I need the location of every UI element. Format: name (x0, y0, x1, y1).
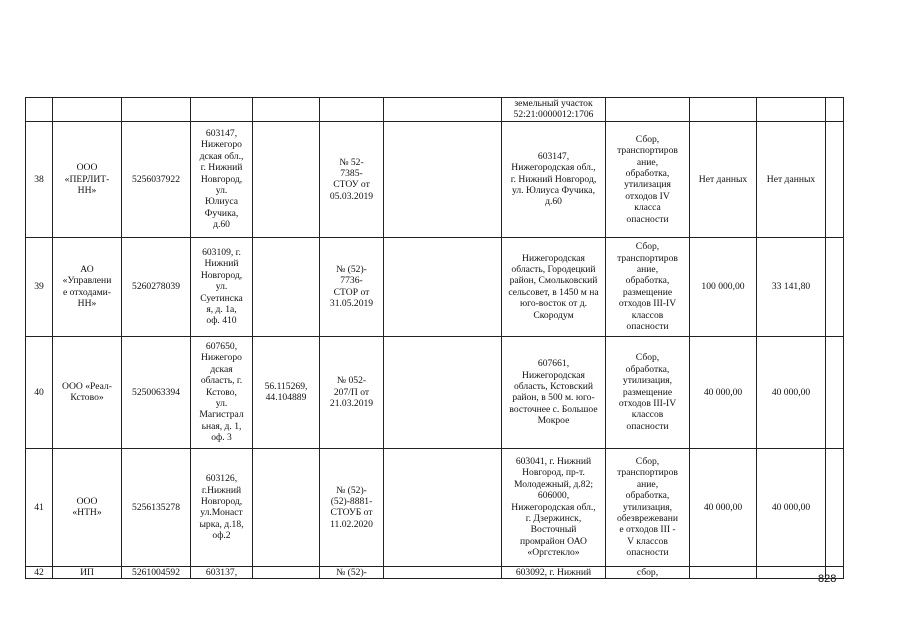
empty-cell (384, 448, 502, 566)
activity-type-cell (606, 566, 690, 578)
facility-address-cell (502, 566, 606, 578)
inn-cell (122, 336, 191, 448)
activity-type-cell-text: Сбор, транспортиров ание, обработка, утилизация отходов IV класса опасности (617, 133, 678, 225)
license-cell (320, 566, 384, 578)
facility-address-cell (502, 121, 606, 237)
cost-cell (690, 336, 757, 448)
activity-type-cell (606, 336, 690, 448)
row-number-cell (26, 448, 53, 566)
activity-type-cell-text: Сбор, транспортиров ание, обработка, размещение отходов III-IV классов опасности (617, 241, 678, 333)
activity-type-cell (606, 237, 690, 336)
facility-address-cell-text: 603147, Нижегородская обл., г. Нижний Новгород, ул. Юлиуса Фучика, д.60 (510, 150, 597, 208)
organization-name-cell (53, 121, 122, 237)
paid-amount-cell-text: Нет данных (766, 173, 816, 185)
paid-amount-cell (757, 237, 826, 336)
activity-type-cell-text: Сбор, транспортиров ание, обработка, утилизация, обезврежевани е отходов III - V классов опасности (617, 455, 678, 559)
cost-cell-text: 40 000,00 (703, 501, 743, 513)
paid-amount-cell (757, 121, 826, 237)
facility-address-cell (502, 98, 606, 122)
license-cell-text: № 052- 207/П от 21.03.2019 (329, 375, 374, 410)
license-cell (320, 448, 384, 566)
organization-name-cell-text: ООО «ПЕРЛИТ- НН» (64, 162, 110, 197)
activity-type-cell (606, 98, 690, 122)
trailing-empty-cell (826, 336, 844, 448)
license-cell-text: № (52)- (336, 566, 367, 578)
coordinates-cell (253, 336, 320, 448)
row-number-cell-text: 38 (34, 173, 44, 185)
cost-cell-text: Нет данных (698, 173, 748, 185)
inn-cell (122, 566, 191, 578)
table-row (26, 237, 844, 336)
activity-type-cell-text: Сбор, обработка, утилизация, размещение отходов III-IV классов опасности (618, 352, 677, 432)
coordinates-cell (253, 448, 320, 566)
inn-cell-text: 5250063394 (132, 386, 180, 398)
activity-type-cell (606, 121, 690, 237)
paid-amount-cell (757, 566, 826, 578)
facility-address-cell-text: 603092, г. Нижний (515, 566, 592, 578)
inn-cell-text: 5256037922 (132, 173, 180, 185)
cost-cell (690, 448, 757, 566)
organization-name-cell-text: ООО «Реал- Кстово» (62, 380, 112, 404)
row-number-cell-text: 39 (34, 281, 44, 293)
cost-cell (690, 237, 757, 336)
organization-name-cell (53, 566, 122, 578)
cost-cell (690, 98, 757, 122)
inn-cell (122, 121, 191, 237)
legal-address-cell-text: 603126, г.Нижний Новгород, ул.Монаст ырка, д.18, оф.2 (199, 473, 244, 542)
legal-address-cell (191, 121, 253, 237)
row-number-cell-text: 40 (34, 386, 44, 398)
facility-address-cell-text: Нижегородская область, Городецкий район, Смольковский сельсовет, в 1450 м на юго-восток от д. Скородум (508, 252, 599, 321)
paid-amount-cell (757, 98, 826, 122)
facility-address-cell-text: земельный участок 52:21:0000012:1706 (513, 98, 594, 121)
empty-cell (384, 336, 502, 448)
table-row (26, 121, 844, 237)
row-number-cell (26, 121, 53, 237)
activity-type-cell (606, 448, 690, 566)
inn-cell-text: 5260278039 (132, 281, 180, 293)
table-row (26, 566, 844, 578)
facility-address-cell-text: 603041, г. Нижний Новгород, пр-т. Молодежный, д.82; 606000, Нижегородская обл., г. Дзержинск, Восточный промрайон ОАО «Оргстекло» (511, 455, 596, 559)
license-cell (320, 98, 384, 122)
license-cell-text: № 52- 7385- СТОУ от 05.03.2019 (329, 156, 374, 202)
organization-name-cell-text: ООО «НТН» (72, 495, 102, 519)
facility-address-cell (502, 336, 606, 448)
inn-cell-text: 5256135278 (132, 501, 180, 513)
cost-cell-text: 100 000,00 (701, 281, 745, 293)
paid-amount-cell (757, 336, 826, 448)
coordinates-cell (253, 121, 320, 237)
paid-amount-cell-text: 40 000,00 (771, 501, 811, 513)
license-cell-text: № (52)- 7736- СТОР от 31.05.2019 (329, 264, 374, 310)
activity-type-cell-text: сбор, (636, 566, 659, 578)
row-number-cell (26, 336, 53, 448)
legal-address-cell (191, 336, 253, 448)
cost-cell (690, 121, 757, 237)
row-number-cell (26, 566, 53, 578)
cost-cell (690, 566, 757, 578)
legal-address-cell-text: 607650, Нижегоро дская область, г. Кстово, ул. Магистрал ьная, д. 1, оф. 3 (199, 340, 244, 444)
row-number-cell (26, 237, 53, 336)
trailing-empty-cell (826, 448, 844, 566)
legal-address-cell-text: 603137, (205, 566, 238, 578)
row-number-cell (26, 98, 53, 122)
trailing-empty-cell (826, 98, 844, 122)
legal-address-cell-text: 603109, г. Нижний Новгород, ул. Суетинска я, д. 1а, оф. 410 (200, 246, 243, 327)
inn-cell (122, 237, 191, 336)
cost-cell-text: 40 000,00 (703, 386, 743, 398)
empty-cell (384, 98, 502, 122)
facility-address-cell (502, 237, 606, 336)
organization-name-cell-text: ИП (80, 566, 94, 578)
table-row (26, 448, 844, 566)
coordinates-cell (253, 566, 320, 578)
facility-address-cell-text: 607661, Нижегородская область, Кстовский район, в 500 м. юго- восточнее с. Большое Мокрое (509, 358, 598, 427)
coordinates-cell-text: 56.115269, 44.104889 (264, 380, 308, 404)
facility-address-cell (502, 448, 606, 566)
trailing-empty-cell (826, 121, 844, 237)
inn-cell-text: 5261004592 (132, 566, 180, 578)
table-row (26, 98, 844, 122)
license-cell-text: № (52)- (52)-8881- СТОУБ от 11.02.2020 (330, 484, 373, 530)
empty-cell (384, 237, 502, 336)
page-number: 828 (818, 573, 837, 585)
legal-address-cell (191, 237, 253, 336)
empty-cell (384, 121, 502, 237)
paid-amount-cell-text: 40 000,00 (771, 386, 811, 398)
coordinates-cell (253, 237, 320, 336)
table-body (26, 98, 844, 579)
inn-cell (122, 98, 191, 122)
table-row (26, 336, 844, 448)
organization-name-cell (53, 448, 122, 566)
trailing-empty-cell (826, 237, 844, 336)
organization-name-cell-text: АО «Управлени е отходами- НН» (62, 264, 112, 310)
coordinates-cell (253, 98, 320, 122)
row-number-cell-text: 41 (34, 501, 44, 513)
paid-amount-cell (757, 448, 826, 566)
license-cell (320, 237, 384, 336)
organization-name-cell (53, 237, 122, 336)
license-cell (320, 336, 384, 448)
license-cell (320, 121, 384, 237)
organization-name-cell (53, 336, 122, 448)
legal-address-cell-text: 603147, Нижегоро дская обл., г. Нижний Новгород, ул. Юлиуса Фучика, д.60 (199, 127, 244, 231)
legal-address-cell (191, 98, 253, 122)
legal-address-cell (191, 566, 253, 578)
inn-cell (122, 448, 191, 566)
row-number-cell-text: 42 (34, 566, 44, 578)
legal-address-cell (191, 448, 253, 566)
waste-operators-table (25, 97, 844, 579)
paid-amount-cell-text: 33 141,80 (771, 281, 811, 293)
empty-cell (384, 566, 502, 578)
organization-name-cell (53, 98, 122, 122)
